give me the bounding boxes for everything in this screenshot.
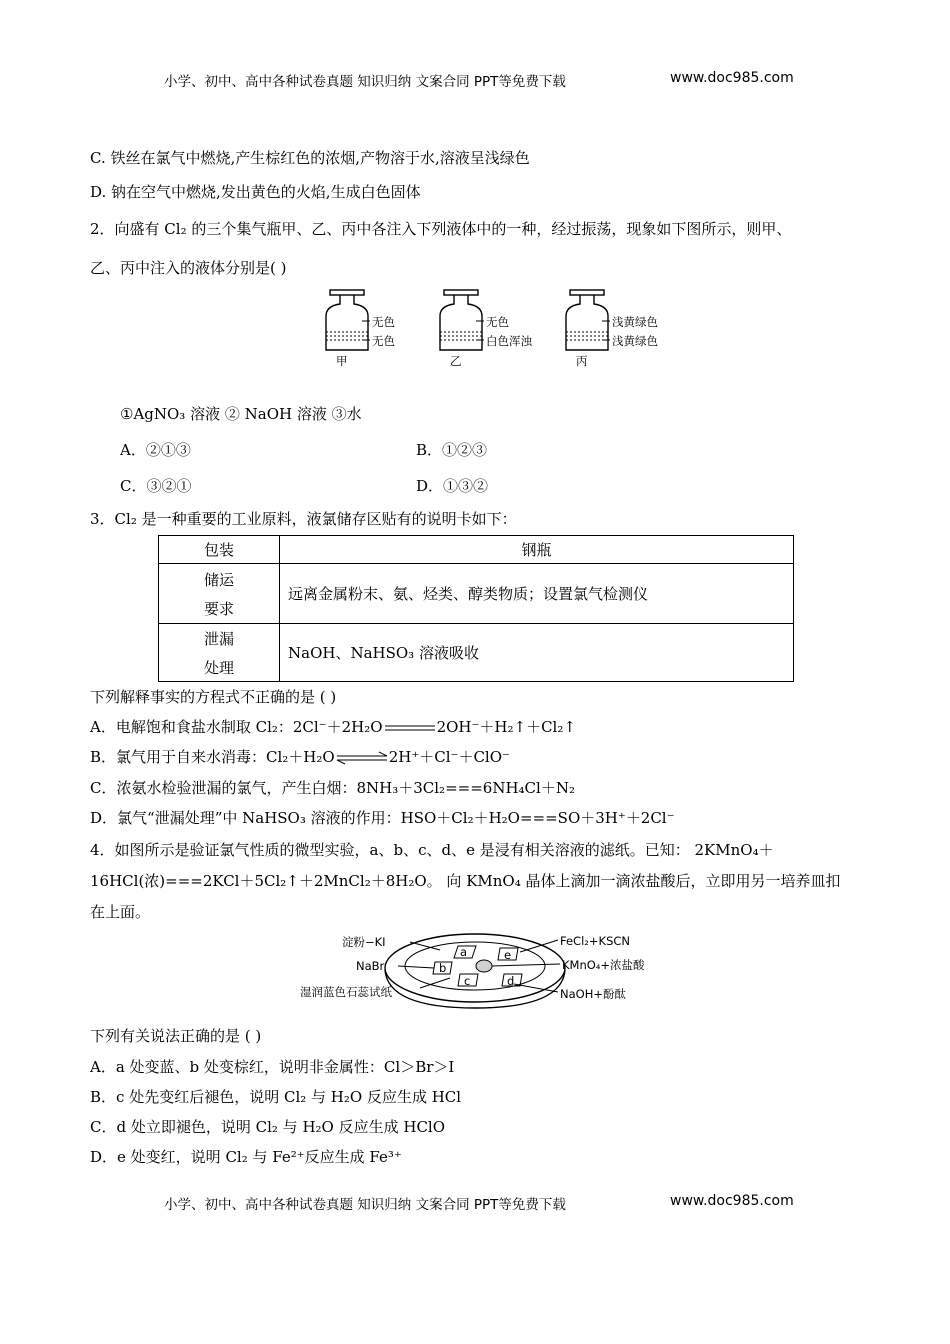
q2-option-b: B．①②③ xyxy=(416,441,488,459)
q3-option-d: D．氯气“泄漏处理”中 NaHSO₃ 溶液的作用：HSO＋Cl₂＋H₂O===SO＋3H⁺＋2Cl⁻ xyxy=(90,809,675,827)
paper-b-label: b xyxy=(439,961,447,975)
table-cell-value: 远离金属粉末、氨、烃类、醇类物质；设置氯气检测仪 xyxy=(280,564,794,624)
table-row xyxy=(159,564,794,624)
q4-stem-line3: 在上面。 xyxy=(90,903,151,921)
bottle-bing xyxy=(566,290,610,350)
q1-option-c: C. 铁丝在氯气中燃烧,产生棕红色的浓烟,产物溶于水,溶液呈浅绿色 xyxy=(90,149,530,167)
bottle-yi xyxy=(440,290,484,350)
label-litmus: 湿润蓝色石蕊试纸 xyxy=(300,985,392,999)
electrolysis-equals-sign xyxy=(383,720,437,736)
q2-option-d: D．①③② xyxy=(416,477,489,495)
table-cell-label xyxy=(159,564,280,624)
label-naoh-phenolphthalein: NaOH+酚酞 xyxy=(560,987,626,1001)
petri-dish-diagram xyxy=(380,928,570,1014)
q4-stem-line1: 4．如图所示是验证氯气性质的微型实验，a、b、c、d、e 是浸有相关溶液的滤纸。已知： 2KMnO₄＋ xyxy=(90,841,774,859)
bottle-yi-bottom-label: 白色浑浊 xyxy=(486,334,532,348)
q2-stem-line2: 乙、丙中注入的液体分别是( ) xyxy=(90,259,287,277)
footer-text: 小学、初中、高中各种试卷真题 知识归纳 文案合同 PPT等免费下载 xyxy=(164,1197,566,1213)
paper-c-label: c xyxy=(464,974,471,988)
label-line1: 储运 xyxy=(203,570,234,589)
header-site-link[interactable]: www.doc985.com xyxy=(670,70,794,86)
q4-question: 下列有关说法正确的是 ( ) xyxy=(90,1027,262,1045)
bottle-jia-top-label: 无色 xyxy=(372,315,395,329)
bottle-yi-name: 乙 xyxy=(450,354,462,368)
q2-liquids: ①AgNO₃ 溶液 ② NaOH 溶液 ③水 xyxy=(120,405,362,423)
label-fecl2-kscn: FeCl₂+KSCN xyxy=(560,934,631,948)
q3-option-a xyxy=(90,716,576,737)
label-line2: 要求 xyxy=(203,599,234,618)
bottle-jia-name: 甲 xyxy=(336,354,348,368)
label-nabr: NaBr xyxy=(356,959,385,973)
bottle-bing-top-label: 浅黄绿色 xyxy=(612,315,658,329)
bottle-yi-top-label: 无色 xyxy=(486,315,509,329)
chlorine-info-card xyxy=(158,535,794,682)
q2-stem-line1: 2．向盛有 Cl₂ 的三个集气瓶甲、乙、丙中各注入下列液体中的一种，经过振荡，现象如下图所示，则甲、 xyxy=(90,220,792,238)
reversible-arrow-icon xyxy=(335,750,389,766)
q4-stem-line2: 16HCl(浓)===2KCl＋5Cl₂↑＋2MnCl₂＋8H₂O。 向 KMnO₄ 晶体上滴加一滴浓盐酸后，立即用另一培养皿扣 xyxy=(90,872,841,890)
table-row xyxy=(159,624,794,682)
q4-option-b: B．c 处先变红后褪色，说明 Cl₂ 与 H₂O 反应生成 HCl xyxy=(90,1088,462,1106)
bottle-jia-bottom-label: 无色 xyxy=(372,334,395,348)
label-kmno4-hcl: KMnO₄+浓盐酸 xyxy=(562,958,645,972)
label-line1: 泄漏 xyxy=(203,629,234,648)
label-line2: 处理 xyxy=(203,658,234,677)
label-starch-ki: 淀粉−KI xyxy=(342,935,386,949)
table-cell-value: NaOH、NaHSO₃ 溶液吸收 xyxy=(280,624,794,682)
paper-d-label: d xyxy=(507,974,515,988)
q4-option-c: C．d 处立即褪色，说明 Cl₂ 与 H₂O 反应生成 HClO xyxy=(90,1118,446,1136)
q3-a-left: A．电解饱和食盐水制取 Cl₂：2Cl⁻＋2H₂O xyxy=(90,718,383,736)
q3-b-left: B．氯气用于自来水消毒：Cl₂＋H₂O xyxy=(90,748,335,766)
q3-a-right: 2OH⁻＋H₂↑＋Cl₂↑ xyxy=(436,718,576,736)
q2-option-a: A．②①③ xyxy=(120,441,191,459)
q3-option-c: C．浓氨水检验泄漏的氯气，产生白烟：8NH₃＋3Cl₂===6NH₄Cl＋N₂ xyxy=(90,779,575,797)
bottle-bing-name: 丙 xyxy=(576,354,588,368)
q3-option-b xyxy=(90,746,510,767)
q3-stem: 3．Cl₂ 是一种重要的工业原料，液氯储存区贴有的说明卡如下： xyxy=(90,510,517,528)
bottle-bing-bottom-label: 浅黄绿色 xyxy=(612,334,658,348)
header-text: 小学、初中、高中各种试卷真题 知识归纳 文案合同 PPT等免费下载 xyxy=(164,74,566,90)
q1-option-d: D. 钠在空气中燃烧,发出黄色的火焰,生成白色固体 xyxy=(90,183,421,201)
footer-site-link[interactable]: www.doc985.com xyxy=(670,1193,794,1209)
q3-question: 下列解释事实的方程式不正确的是 ( ) xyxy=(90,688,337,706)
bottle-jia xyxy=(326,290,370,350)
q2-option-c: C．③②① xyxy=(120,477,192,495)
paper-a-label: a xyxy=(460,945,468,959)
table-cell-value: 钢瓶 xyxy=(280,536,794,564)
table-cell-label: 包装 xyxy=(159,536,280,564)
q3-b-right: 2H⁺＋Cl⁻＋ClO⁻ xyxy=(388,748,510,766)
paper-e-label: e xyxy=(504,948,512,962)
table-cell-label xyxy=(159,624,280,682)
table-row xyxy=(159,536,794,564)
q4-option-d: D．e 处变红，说明 Cl₂ 与 Fe²⁺反应生成 Fe³⁺ xyxy=(90,1148,402,1166)
q4-option-a: A．a 处变蓝、b 处变棕红，说明非金属性：Cl＞Br＞I xyxy=(90,1058,455,1076)
